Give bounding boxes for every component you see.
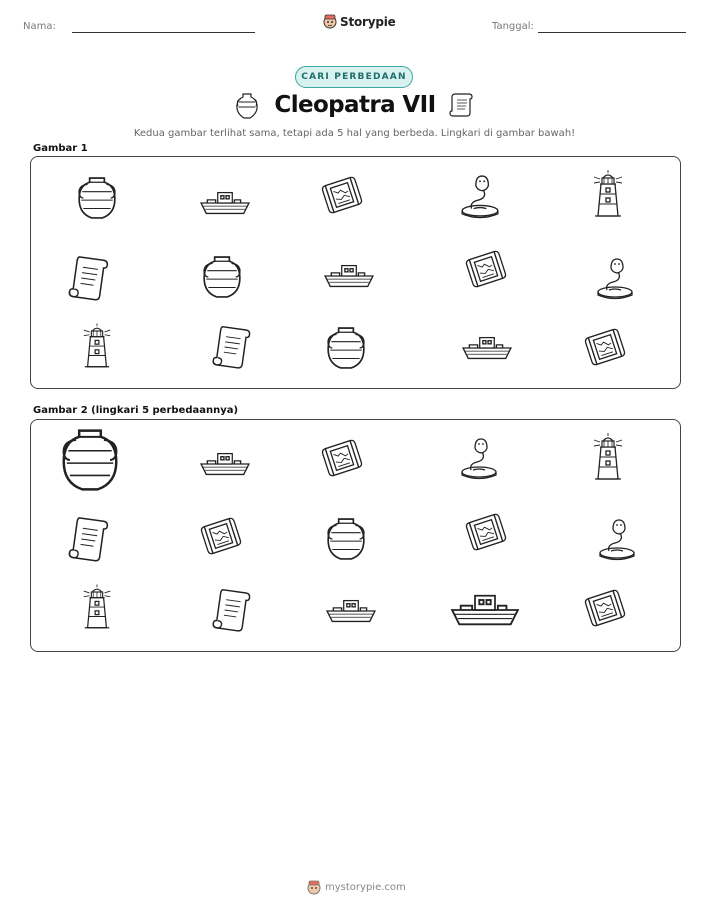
- cobra-icon[interactable]: [459, 434, 499, 482]
- scroll-icon: [211, 323, 253, 371]
- map-icon-graphic: [201, 516, 241, 556]
- footer: [307, 880, 406, 895]
- boat-icon[interactable]: [199, 446, 251, 482]
- vase-icon[interactable]: [59, 426, 121, 494]
- map-icon[interactable]: [585, 588, 625, 628]
- lighthouse-icon[interactable]: [591, 432, 625, 484]
- scroll-icon-graphic: [211, 586, 253, 634]
- vase-icon-graphic: [325, 514, 367, 564]
- boat-icon-graphic: [325, 596, 377, 626]
- map-icon-graphic: [465, 512, 507, 552]
- map-icon: [321, 175, 363, 215]
- boat-icon-graphic: [461, 333, 513, 363]
- boat-icon[interactable]: [325, 596, 377, 626]
- scroll-icon[interactable]: [67, 514, 111, 564]
- boat-icon: [323, 261, 375, 291]
- vase-icon-graphic: [201, 253, 243, 301]
- map-icon-graphic: [321, 175, 363, 215]
- title-scroll-icon: [449, 91, 475, 119]
- activity-badge: CARI PERBEDAAN: [295, 66, 413, 88]
- picture2-label: Gambar 2 (lingkari 5 perbedaannya): [33, 405, 239, 416]
- vase-icon-graphic: [76, 173, 118, 223]
- picture2-panel[interactable]: [30, 419, 681, 652]
- boat-icon-graphic: [323, 261, 375, 291]
- name-label: Nama:: [23, 21, 56, 32]
- boat-icon-graphic: [199, 185, 251, 221]
- map-icon[interactable]: [321, 438, 363, 478]
- cobra-icon: [595, 255, 635, 301]
- boat-icon-graphic: [449, 590, 521, 630]
- date-field[interactable]: [538, 32, 686, 33]
- lighthouse-icon-graphic: [591, 169, 625, 221]
- scroll-icon: [67, 253, 111, 303]
- scroll-icon-graphic: [67, 514, 111, 564]
- storypie-mascot-icon: [323, 14, 337, 29]
- picture1-label: Gambar 1: [33, 143, 88, 154]
- cobra-icon-graphic: [459, 434, 499, 482]
- vase-icon-graphic: [325, 323, 367, 373]
- brand-name: Storypie: [340, 14, 396, 29]
- vase-icon[interactable]: [325, 514, 367, 564]
- page-title: Cleopatra VII: [274, 92, 436, 118]
- boat-icon[interactable]: [449, 590, 521, 630]
- map-icon-graphic: [585, 588, 625, 628]
- lighthouse-icon-graphic: [81, 321, 113, 373]
- boat-icon: [199, 185, 251, 221]
- lighthouse-icon-graphic: [591, 432, 625, 484]
- map-icon-graphic: [465, 249, 507, 289]
- name-field[interactable]: [72, 32, 255, 33]
- cobra-icon[interactable]: [597, 516, 637, 562]
- storypie-footer-icon: [307, 880, 321, 895]
- scroll-icon[interactable]: [211, 586, 253, 634]
- cobra-icon: [459, 173, 501, 219]
- date-label: Tanggal:: [492, 21, 534, 32]
- boat-icon-graphic: [199, 446, 251, 482]
- lighthouse-icon[interactable]: [81, 582, 113, 634]
- lighthouse-icon: [591, 169, 625, 221]
- map-icon-graphic: [321, 438, 363, 478]
- scroll-icon-graphic: [67, 253, 111, 303]
- map-icon-graphic: [585, 327, 625, 367]
- cobra-icon-graphic: [597, 516, 637, 562]
- title-vase-icon: [234, 92, 260, 120]
- map-icon[interactable]: [201, 516, 241, 556]
- boat-icon: [461, 333, 513, 363]
- vase-icon: [201, 253, 243, 301]
- instructions-text: Kedua gambar terlihat sama, tetapi ada 5 hal yang berbeda. Lingkari di gambar bawah!: [133, 128, 576, 139]
- picture1-panel: [30, 156, 681, 389]
- scroll-icon-graphic: [211, 323, 253, 371]
- cobra-icon-graphic: [595, 255, 635, 301]
- lighthouse-icon-graphic: [81, 582, 113, 634]
- brand-logo: [323, 14, 396, 29]
- vase-icon-graphic: [59, 426, 121, 494]
- cobra-icon-graphic: [459, 173, 501, 219]
- map-icon: [465, 249, 507, 289]
- vase-icon: [76, 173, 118, 223]
- vase-icon: [325, 323, 367, 373]
- lighthouse-icon: [81, 321, 113, 373]
- map-icon[interactable]: [465, 512, 507, 552]
- map-icon: [585, 327, 625, 367]
- footer-url: mystorypie.com: [325, 882, 406, 893]
